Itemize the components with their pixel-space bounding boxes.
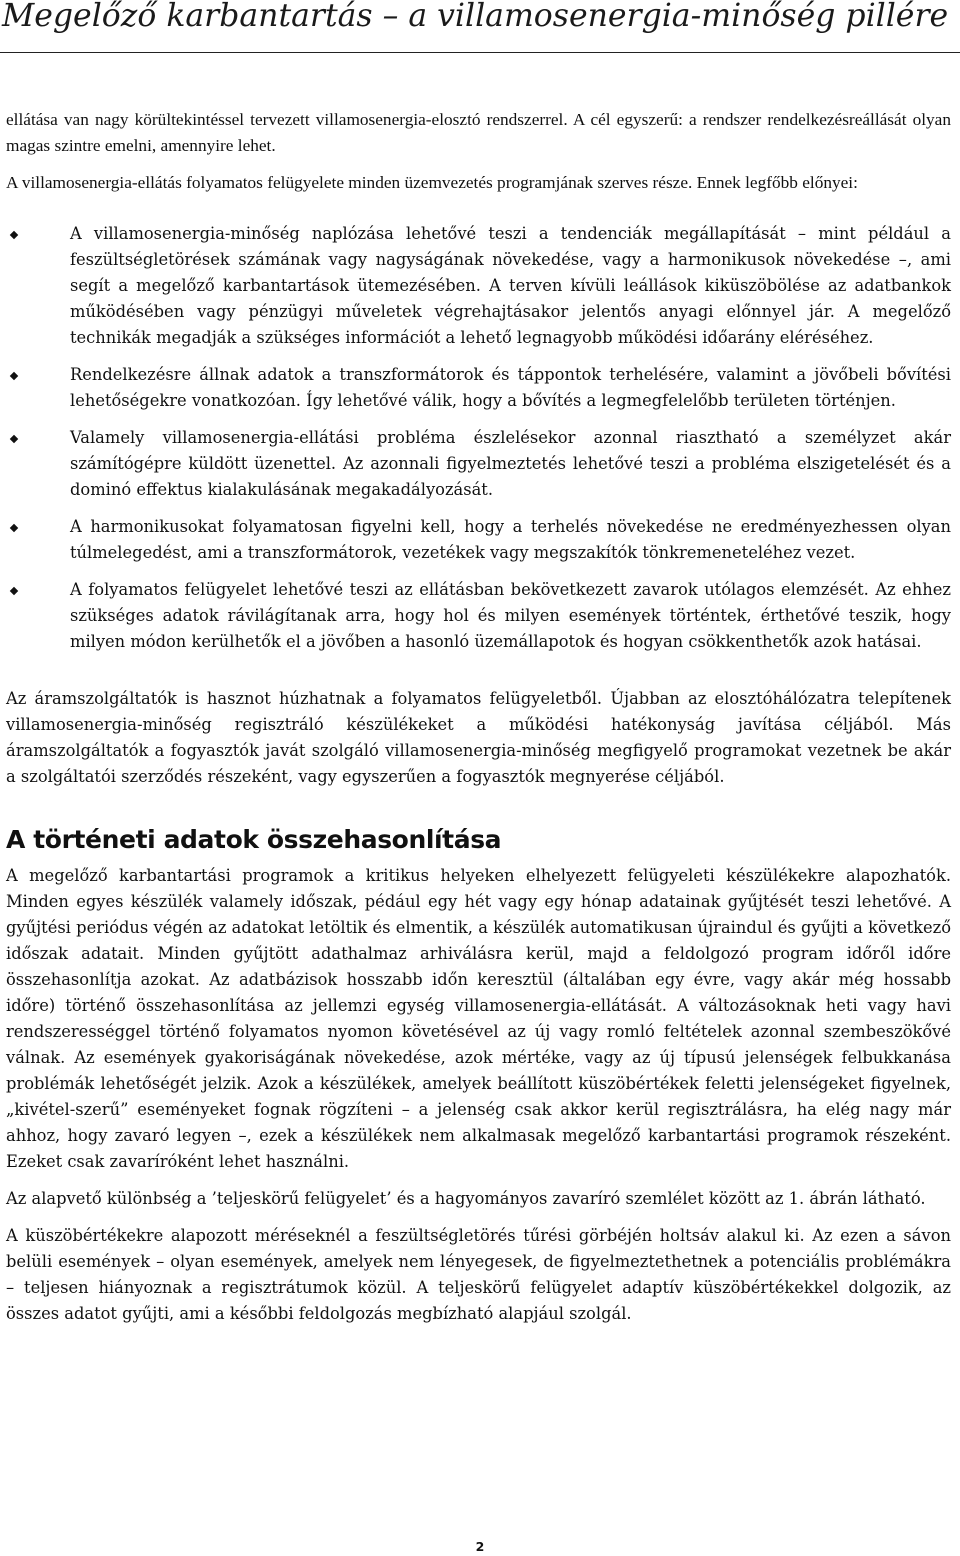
page-number: 2 xyxy=(475,1539,485,1554)
benefits-list xyxy=(6,221,951,655)
list-item xyxy=(6,221,951,351)
section-paragraph-3: A küszöbértékekre alapozott méréseknél a feszültségletörés tűrési görbéjén holtsáv alakul ki. Az ezen a sávon belüli események – olyan események, amelyek nem lényegesek, de figyelmeztethetnek a potenciális problémákra – teljesen hiányoznak a regisztrátumok közül. A teljeskörű felügyelet adaptív küszöbértékekkel dolgozik, az összes adatot gyűjti, ami a későbbi feldolgozás megbízható alapjául szolgál. xyxy=(6,1226,951,1323)
section-paragraph-2: Az alapvető különbség a ’teljeskörű felügyelet’ és a hagyományos zavaríró szemlélet között az 1. ábrán látható. xyxy=(6,1189,926,1208)
list-item-text: A harmonikusokat folyamatosan figyelni kell, hogy a terhelés növekedése ne eredményezhessen olyan túlmelegedést, ami a transzformátorok, vezetékek vagy megszakítók tönkremeneteléhez vezet. xyxy=(70,517,951,562)
intro-paragraph-1: ellátása van nagy körültekintéssel tervezett villamosenergia-elosztó rendszerrel. A cél egyszerű: a rendszer rendelkezésreállását olyan magas szintre emelni, amennyire lehet. xyxy=(6,110,951,155)
list-item xyxy=(6,362,951,414)
list-item-text: Valamely villamosenergia-ellátási probléma észlelésekor azonnal riasztható a személyzet akár számítógépre küldött üzenettel. Az azonnali figyelmeztetés lehetővé teszi a probléma elszigetelését és a dominó effektus kialakulásának megakadályozását. xyxy=(70,428,951,499)
diamond-bullet-icon xyxy=(10,524,18,532)
page-content xyxy=(6,107,951,1327)
running-header-title: Megelőző karbantartás – a villamosenergia-minőség pillére xyxy=(2,0,949,34)
list-item xyxy=(6,577,951,655)
intro-paragraph-2: A villamosenergia-ellátás folyamatos felügyelete minden üzemvezetés programjának szerves része. Ennek legfőbb előnyei: xyxy=(6,173,858,192)
header-divider xyxy=(0,52,960,53)
list-item xyxy=(6,514,951,566)
section-paragraph-1: A megelőző karbantartási programok a kritikus helyeken elhelyezett felügyeleti készülékekre alapozhatók. Minden egyes készülék valamely időszak, pédául egy hét vagy egy hónap adatainak gyűjtését teszi lehetővé. A gyűjtési periódus végén az adatokat letöltik és elmentik, a készülék automatikusan újraindul és gyűjti a következő időszak adatait. Minden gyűjtött adathalmaz arhiválásra kerül, majd a feldolgozó program időről időre összehasonlítja azokat. Az adatbázisok hosszabb időn keresztül (általában egy évre, vagy akár még hossabb időre) történő összehasonlítása az jellemzi egység villamosenergia-ellátását. A változásoknak heti vagy havi rendszerességgel történő folyamatos nyomon követésével az új vagy romló feltételek azonnal szembeszökővé válnak. Az események gyakoriságának növekedése, azok mértéke, vagy az új típusú jelenségek felbukkanása problémák lehetőségét jelzik. Azok a készülékek, amelyek beállított küszöbértékek feletti jelenségeket figyelnek, „kivétel-szerű” eseményeket fognak rögzíteni – a jelenség csak akkor kerül regisztrálásra, ha elég nagy már ahhoz, hogy zavaró legyen –, ezek a készülékek nem alkalmasak megelőző karbantartási programok részeként. Ezeket csak zavaríróként lehet használni. xyxy=(6,866,951,1171)
list-item xyxy=(6,425,951,503)
diamond-bullet-icon xyxy=(10,372,18,380)
list-item-text: Rendelkezésre állnak adatok a transzformátorok és táppontok terhelésére, valamint a jövőbeli bővítési lehetőségekre vonatkozóan. Így lehetővé válik, hogy a bővítés a legmegfelelőbb területen történjen. xyxy=(70,365,951,410)
diamond-bullet-icon xyxy=(10,435,18,443)
list-item-text: A folyamatos felügyelet lehetővé teszi az ellátásban bekövetkezett zavarok utólagos elemzését. Az ehhez szükséges adatok rávilágítanak arra, hogy hol és milyen események történtek, érthetővé teszik, hogy milyen módon kerülhetők el a jövőben a hasonló üzemállapotok és hogyan csökkenthetők azok hatásai. xyxy=(70,580,951,651)
list-item-text: A villamosenergia-minőség naplózása lehetővé teszi a tendenciák megállapítását – mint például a feszültségletörések számának vagy nagyságának növekedése, vagy a harmonikusok növekedése –, ami segít a megelőző karbantartások ütemezésében. A terven kívüli leállások kiküszöbölése az adatbankok működésében vagy pénzügyi műveletek végrehajtásakor jelentős anyagi előnnyel jár. A megelőző technikák megadják a szükséges információt a lehető legnagyobb működési időarány eléréséhez. xyxy=(70,224,951,347)
utilities-paragraph: Az áramszolgáltatók is hasznot húzhatnak a folyamatos felügyeletből. Újabban az elosztóhálózatra telepítenek villamosenergia-minőség regisztráló készülékeket a működési hatékonyság javítása céljából. Más áramszolgáltatók a fogyasztók javát szolgáló villamosenergia-minőség megfigyelő programokat vezetnek be akár a szolgáltatói szerződés részeként, vagy egyszerűen a fogyasztók megnyerése céljából. xyxy=(6,689,951,786)
diamond-bullet-icon xyxy=(10,231,18,239)
diamond-bullet-icon xyxy=(10,587,18,595)
section-heading: A történeti adatok összehasonlítása xyxy=(6,825,502,854)
